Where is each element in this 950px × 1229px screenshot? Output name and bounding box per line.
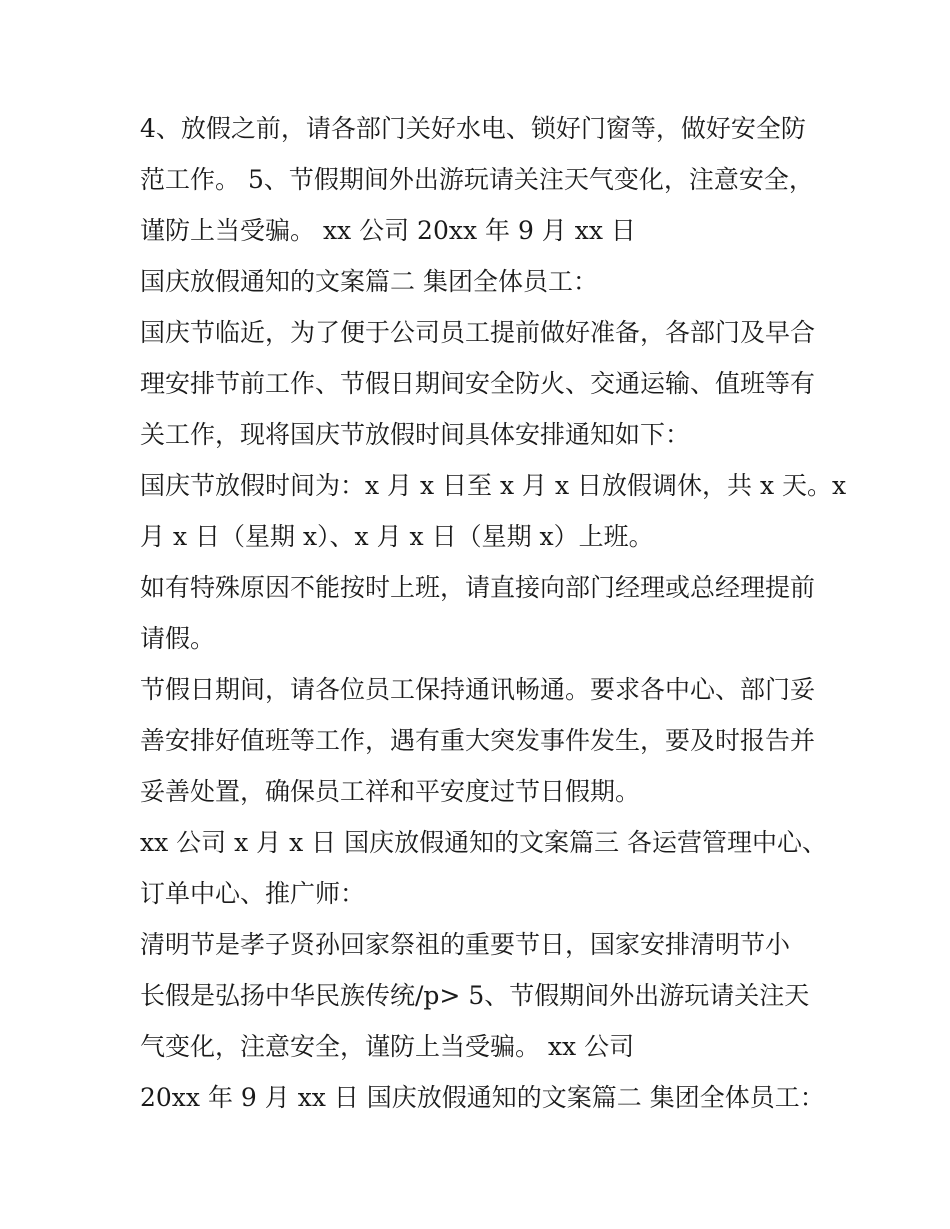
text-line: 订单中心、推广师： <box>140 879 366 908</box>
document-page <box>140 103 847 1123</box>
text-line: 气变化，注意安全，谨防上当受骗。 xx 公司 <box>140 1032 635 1061</box>
text-line: 月 x 日（星期 x）、x 月 x 日（星期 x）上班。 <box>140 522 654 551</box>
text-line: 妥善处置，确保员工祥和平安度过节日假期。 <box>140 777 641 806</box>
text-line: xx 公司 x 月 x 日 国庆放假通知的文案篇三 各运营管理中心、 <box>140 828 828 857</box>
text-line: 节假日期间，请各位员工保持通讯畅通。要求各中心、部门妥 <box>140 675 816 704</box>
text-line: 国庆放假通知的文案篇二 集团全体员工： <box>140 267 598 296</box>
text-line: 谨防上当受骗。 xx 公司 20xx 年 9 月 xx 日 <box>140 216 636 245</box>
text-line: 关工作，现将国庆节放假时间具体安排通知如下： <box>140 420 691 449</box>
text-line: 善安排好值班等工作，遇有重大突发事件发生，要及时报告并 <box>140 726 816 755</box>
text-line: 范工作。 5、节假期间外出游玩请关注天气变化，注意安全， <box>140 165 814 194</box>
text-line: 理安排节前工作、节假日期间安全防火、交通运输、值班等有 <box>140 369 816 398</box>
text-line: 清明节是孝子贤孙回家祭祖的重要节日，国家安排清明节小 <box>140 930 791 959</box>
text-line: 请假。 <box>140 624 216 653</box>
text-line: 国庆节放假时间为：x 月 x 日至 x 月 x 日放假调休，共 x 天。x <box>140 471 847 500</box>
text-line: 4、放假之前，请各部门关好水电、锁好门窗等，做好安全防 <box>140 114 806 143</box>
text-line: 如有特殊原因不能按时上班，请直接向部门经理或总经理提前 <box>140 573 816 602</box>
text-line: 国庆节临近，为了便于公司员工提前做好准备，各部门及早合 <box>140 318 816 347</box>
text-line: 长假是弘扬中华民族传统/p> 5、节假期间外出游玩请关注天 <box>140 981 810 1010</box>
text-line: 20xx 年 9 月 xx 日 国庆放假通知的文案篇二 集团全体员工： <box>140 1083 825 1112</box>
